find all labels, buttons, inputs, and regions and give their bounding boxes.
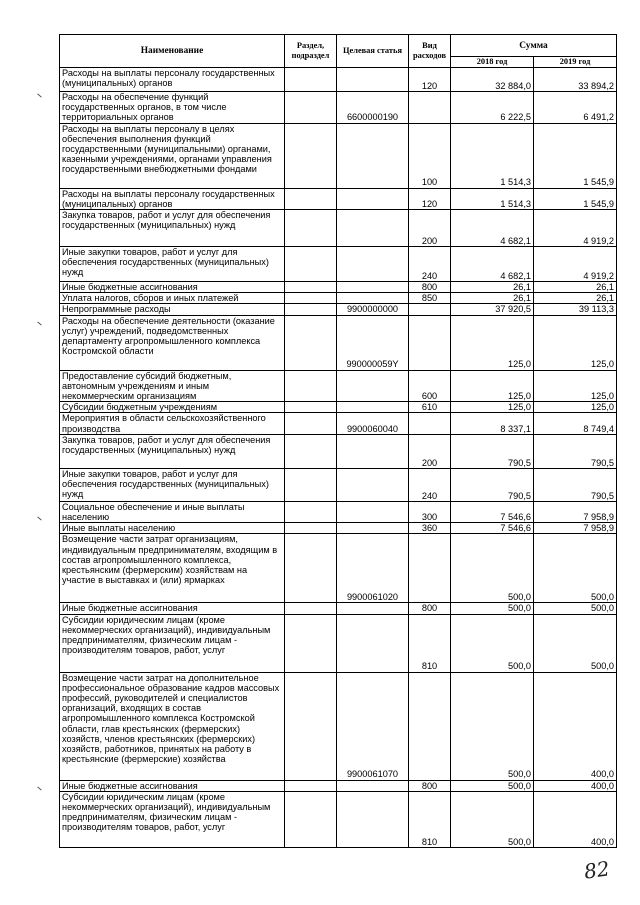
table-row	[60, 791, 617, 847]
row-section	[285, 413, 337, 434]
row-name: Субсидии бюджетным учреждениям	[60, 402, 285, 413]
row-target: 6600000190	[337, 92, 409, 124]
row-sum-2018: 790,5	[451, 468, 534, 501]
row-kind	[409, 315, 451, 370]
row-sum-2018: 37 920,5	[451, 304, 534, 315]
row-sum-2018: 500,0	[451, 780, 534, 791]
row-name: Закупка товаров, работ и услуг для обеспечения государственных (муниципальных) нужд	[60, 210, 285, 247]
table-row	[60, 68, 617, 92]
row-name: Иные закупки товаров, работ и услуг для обеспечения государственных (муниципальных) нужд	[60, 247, 285, 282]
row-name: Расходы на выплаты персоналу государственных (муниципальных) органов	[60, 68, 285, 92]
row-section	[285, 534, 337, 603]
row-sum-2018: 500,0	[451, 672, 534, 780]
row-sum-2018: 7 546,6	[451, 501, 534, 522]
row-sum-2019: 500,0	[534, 534, 617, 603]
row-sum-2019: 26,1	[534, 293, 617, 304]
row-kind: 120	[409, 68, 451, 92]
row-name: Закупка товаров, работ и услуг для обеспечения государственных (муниципальных) нужд	[60, 434, 285, 468]
row-sum-2019: 400,0	[534, 780, 617, 791]
table-row	[60, 188, 617, 209]
row-section	[285, 501, 337, 522]
row-sum-2019: 790,5	[534, 468, 617, 501]
row-kind	[409, 304, 451, 315]
row-sum-2019: 400,0	[534, 791, 617, 847]
row-target: 9900061020	[337, 534, 409, 603]
row-sum-2019: 39 113,3	[534, 304, 617, 315]
row-section	[285, 123, 337, 188]
row-sum-2019: 7 958,9	[534, 501, 617, 522]
table-row	[60, 92, 617, 124]
header-name: Наименование	[60, 35, 285, 68]
row-name: Мероприятия в области сельскохозяйственного производства	[60, 413, 285, 434]
row-kind: 240	[409, 468, 451, 501]
header-target: Целевая статья	[337, 35, 409, 68]
row-sum-2019: 8 749,4	[534, 413, 617, 434]
row-sum-2019: 125,0	[534, 402, 617, 413]
row-target: 990000059Y	[337, 315, 409, 370]
row-sum-2018: 26,1	[451, 282, 534, 293]
row-section	[285, 402, 337, 413]
row-target: 9900060040	[337, 413, 409, 434]
margin-mark	[37, 94, 41, 98]
row-section	[285, 468, 337, 501]
table-row	[60, 672, 617, 780]
row-sum-2018: 1 514,3	[451, 123, 534, 188]
table-row	[60, 614, 617, 672]
row-target	[337, 468, 409, 501]
table-row	[60, 468, 617, 501]
row-target	[337, 293, 409, 304]
row-target	[337, 68, 409, 92]
row-section	[285, 210, 337, 247]
row-sum-2019: 7 958,9	[534, 523, 617, 534]
page-number: 82	[582, 856, 611, 884]
row-section	[285, 282, 337, 293]
row-target	[337, 210, 409, 247]
row-target	[337, 780, 409, 791]
table-row	[60, 434, 617, 468]
margin-mark	[37, 517, 41, 521]
row-section	[285, 780, 337, 791]
row-name: Иные бюджетные ассигнования	[60, 780, 285, 791]
row-kind: 610	[409, 402, 451, 413]
row-section	[285, 791, 337, 847]
row-name: Расходы на выплаты персоналу государственных (муниципальных) органов	[60, 188, 285, 209]
row-section	[285, 304, 337, 315]
margin-mark	[37, 787, 41, 791]
row-target	[337, 501, 409, 522]
row-kind: 600	[409, 370, 451, 402]
row-name: Расходы на обеспечение деятельности (оказание услуг) учреждений, подведомственных департаменту агропромышленного комплекса Костромской области	[60, 315, 285, 370]
row-sum-2019: 400,0	[534, 672, 617, 780]
row-sum-2018: 500,0	[451, 614, 534, 672]
table-row	[60, 780, 617, 791]
row-sum-2019: 1 545,9	[534, 123, 617, 188]
row-sum-2019: 125,0	[534, 315, 617, 370]
row-kind: 300	[409, 501, 451, 522]
row-name: Иные бюджетные ассигнования	[60, 603, 285, 614]
row-name: Иные выплаты населению	[60, 523, 285, 534]
row-sum-2018: 7 546,6	[451, 523, 534, 534]
row-section	[285, 68, 337, 92]
table-row	[60, 501, 617, 522]
row-section	[285, 614, 337, 672]
row-sum-2018: 4 682,1	[451, 247, 534, 282]
row-kind: 240	[409, 247, 451, 282]
row-sum-2018: 4 682,1	[451, 210, 534, 247]
row-kind: 200	[409, 210, 451, 247]
table-row	[60, 534, 617, 603]
row-target	[337, 791, 409, 847]
row-kind	[409, 534, 451, 603]
row-name: Социальное обеспечение и иные выплаты населению	[60, 501, 285, 522]
row-sum-2019: 4 919,2	[534, 210, 617, 247]
row-section	[285, 523, 337, 534]
row-kind: 800	[409, 282, 451, 293]
row-target: 9900000000	[337, 304, 409, 315]
table-row	[60, 402, 617, 413]
row-sum-2019: 4 919,2	[534, 247, 617, 282]
row-sum-2018: 500,0	[451, 603, 534, 614]
table-row	[60, 304, 617, 315]
row-name: Расходы на обеспечение функций государственных органов, в том числе территориальных органов	[60, 92, 285, 124]
row-name: Иные закупки товаров, работ и услуг для обеспечения государственных (муниципальных) нужд	[60, 468, 285, 501]
table-row	[60, 315, 617, 370]
row-target: 9900061070	[337, 672, 409, 780]
row-target	[337, 188, 409, 209]
row-kind: 810	[409, 791, 451, 847]
row-sum-2018: 125,0	[451, 315, 534, 370]
row-section	[285, 247, 337, 282]
row-target	[337, 370, 409, 402]
row-target	[337, 434, 409, 468]
row-target	[337, 603, 409, 614]
row-kind: 120	[409, 188, 451, 209]
budget-table	[59, 34, 617, 848]
row-section	[285, 434, 337, 468]
row-name: Непрограммные расходы	[60, 304, 285, 315]
table-row	[60, 413, 617, 434]
row-kind: 360	[409, 523, 451, 534]
row-kind: 200	[409, 434, 451, 468]
row-section	[285, 315, 337, 370]
header-section: Раздел, подраздел	[285, 35, 337, 68]
table-row	[60, 370, 617, 402]
row-sum-2018: 125,0	[451, 370, 534, 402]
row-name: Возмещение части затрат организациям, индивидуальным предпринимателям, входящим в состав агропромышленного комплекса, крестьянским (фермерским) хозяйствам на участие в выставках и (или) ярмарках	[60, 534, 285, 603]
row-sum-2018: 500,0	[451, 791, 534, 847]
row-target	[337, 247, 409, 282]
row-target	[337, 614, 409, 672]
row-sum-2018: 790,5	[451, 434, 534, 468]
row-target	[337, 402, 409, 413]
row-name: Возмещение части затрат на дополнительное профессиональное образование кадров массовых профессий, руководителей и специалистов организаций, входящих в состав агропромышленного комплекса Костромской области, глав крестьянских (фермерских) хозяйств, членов крестьянских (фермерских) хозяйств, работников, принятых на работу в крестьянские (фермерские) хозяйства	[60, 672, 285, 780]
header-kind: Вид расходов	[409, 35, 451, 68]
row-kind: 800	[409, 603, 451, 614]
header-year-2019: 2019 год	[534, 57, 617, 68]
table-row	[60, 293, 617, 304]
table-row	[60, 247, 617, 282]
row-sum-2018: 500,0	[451, 534, 534, 603]
row-sum-2019: 33 894,2	[534, 68, 617, 92]
row-kind	[409, 92, 451, 124]
table-row	[60, 282, 617, 293]
row-name: Субсидии юридическим лицам (кроме некоммерческих организаций), индивидуальным предпринимателям, физическим лицам - производителям товаров, работ, услуг	[60, 614, 285, 672]
header-sum: Сумма	[451, 35, 617, 57]
table-row	[60, 210, 617, 247]
row-section	[285, 293, 337, 304]
row-sum-2019: 26,1	[534, 282, 617, 293]
margin-mark	[37, 322, 41, 326]
row-sum-2019: 500,0	[534, 614, 617, 672]
row-kind	[409, 672, 451, 780]
row-sum-2019: 6 491,2	[534, 92, 617, 124]
table-row	[60, 123, 617, 188]
row-target	[337, 523, 409, 534]
row-sum-2018: 26,1	[451, 293, 534, 304]
row-sum-2018: 6 222,5	[451, 92, 534, 124]
row-sum-2018: 32 884,0	[451, 68, 534, 92]
row-sum-2019: 125,0	[534, 370, 617, 402]
row-kind: 850	[409, 293, 451, 304]
row-name: Иные бюджетные ассигнования	[60, 282, 285, 293]
row-sum-2019: 1 545,9	[534, 188, 617, 209]
row-target	[337, 123, 409, 188]
row-section	[285, 92, 337, 124]
row-kind: 810	[409, 614, 451, 672]
row-sum-2018: 125,0	[451, 402, 534, 413]
row-kind	[409, 413, 451, 434]
row-name: Субсидии юридическим лицам (кроме некоммерческих организаций), индивидуальным предпринимателям, физическим лицам - производителям товаров, работ, услуг	[60, 791, 285, 847]
table-row	[60, 603, 617, 614]
row-sum-2018: 1 514,3	[451, 188, 534, 209]
row-name: Уплата налогов, сборов и иных платежей	[60, 293, 285, 304]
row-sum-2019: 500,0	[534, 603, 617, 614]
row-name: Расходы на выплаты персоналу в целях обеспечения выполнения функций государственными (муниципальными) органами, казенными учреждениями, органами управления государственными внебюджетными фондами	[60, 123, 285, 188]
row-sum-2018: 8 337,1	[451, 413, 534, 434]
row-kind: 800	[409, 780, 451, 791]
row-name: Предоставление субсидий бюджетным, автономным учреждениям и иным некоммерческим организациям	[60, 370, 285, 402]
row-target	[337, 282, 409, 293]
row-sum-2019: 790,5	[534, 434, 617, 468]
row-section	[285, 672, 337, 780]
row-section	[285, 188, 337, 209]
row-section	[285, 603, 337, 614]
header-year-2018: 2018 год	[451, 57, 534, 68]
row-section	[285, 370, 337, 402]
row-kind: 100	[409, 123, 451, 188]
table-row	[60, 523, 617, 534]
